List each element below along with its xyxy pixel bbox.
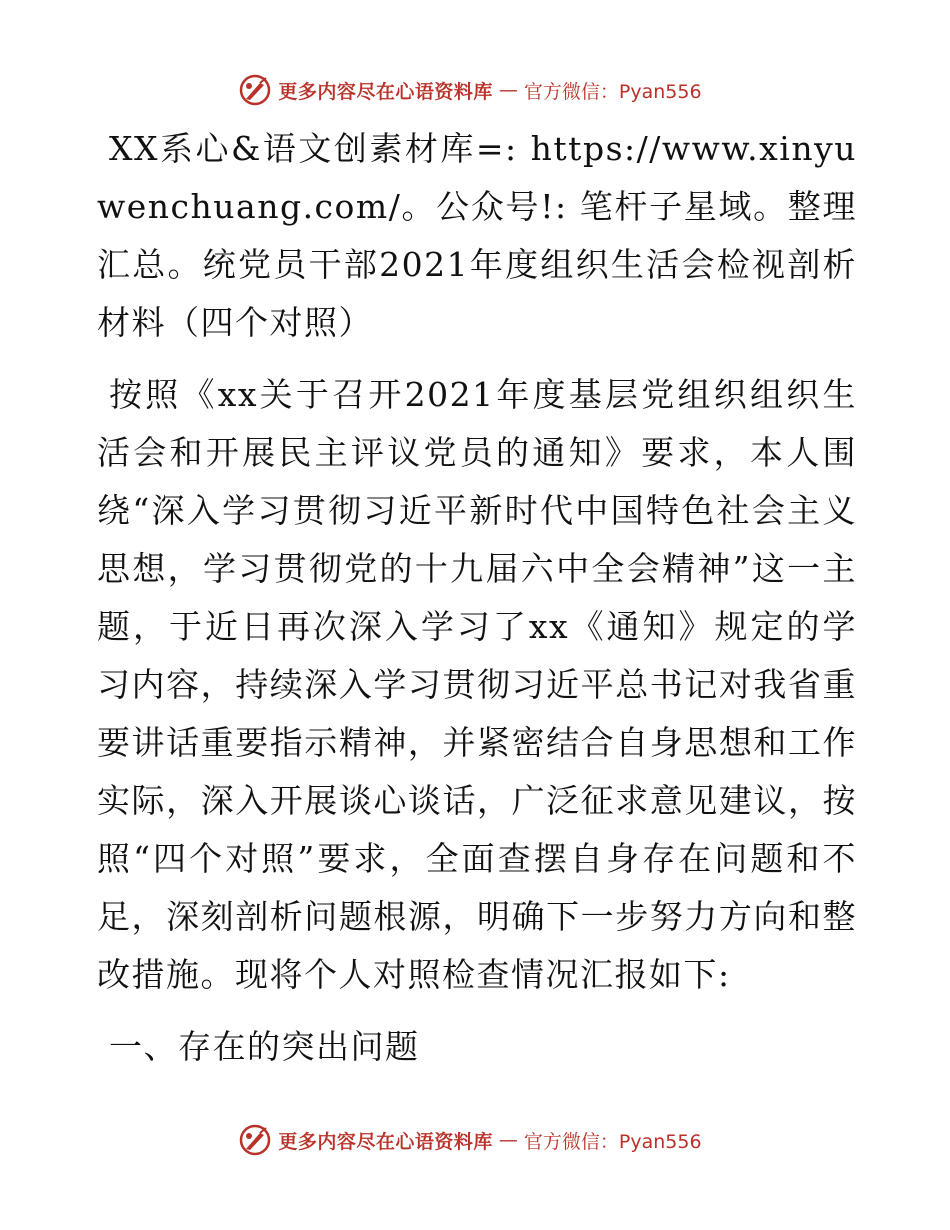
intro-paragraph: XX系心&语文创素材库=: https://www.xinyuwenchuang.com/。公众号!: 笔杆子星域。整理汇总。统党员干部2021年度组织生活会检视剖析材料（四个对照） — [97, 129, 857, 342]
red-quill-circle-logo-icon — [238, 73, 272, 107]
red-quill-circle-logo-icon — [238, 1123, 272, 1157]
section-heading: 一、存在的突出问题 — [109, 1027, 420, 1066]
watermark-text: 更多内容尽在心语资料库 — [278, 1130, 493, 1153]
watermark-text: 更多内容尽在心语资料库 — [278, 80, 493, 103]
body-paragraph: 按照《xx关于召开2021年度基层党组织组织生活会和开展民主评议党员的通知》要求，本人围绕“深入学习贯彻习近平新时代中国特色社会主义思想，学习贯彻党的十九届六中全会精神”这一主题，于近日再次深入学习了xx《通知》规定的学习内容，持续深入学习贯彻习近平总书记对我省重要讲话重要指示精神，并紧密结合自身思想和工作实际，深入开展谈心谈话，广泛征求意见建议，按照“四个对照”要求，全面查摆自身存在问题和不足，深刻剖析问题根源，明确下一步努力方向和整改措施。现将个人对照检查情况汇报如下: — [97, 375, 857, 994]
header-watermark — [0, 70, 950, 110]
watermark-separator: — — [498, 79, 518, 101]
watermark-separator: — — [498, 1129, 518, 1151]
watermark-group — [238, 1123, 701, 1157]
watermark-contact: 官方微信：Pyan556 — [523, 1130, 702, 1153]
footer-watermark — [0, 1120, 950, 1160]
watermark-contact: 官方微信：Pyan556 — [523, 80, 702, 103]
document-body — [97, 120, 857, 1076]
watermark-group — [238, 73, 701, 107]
